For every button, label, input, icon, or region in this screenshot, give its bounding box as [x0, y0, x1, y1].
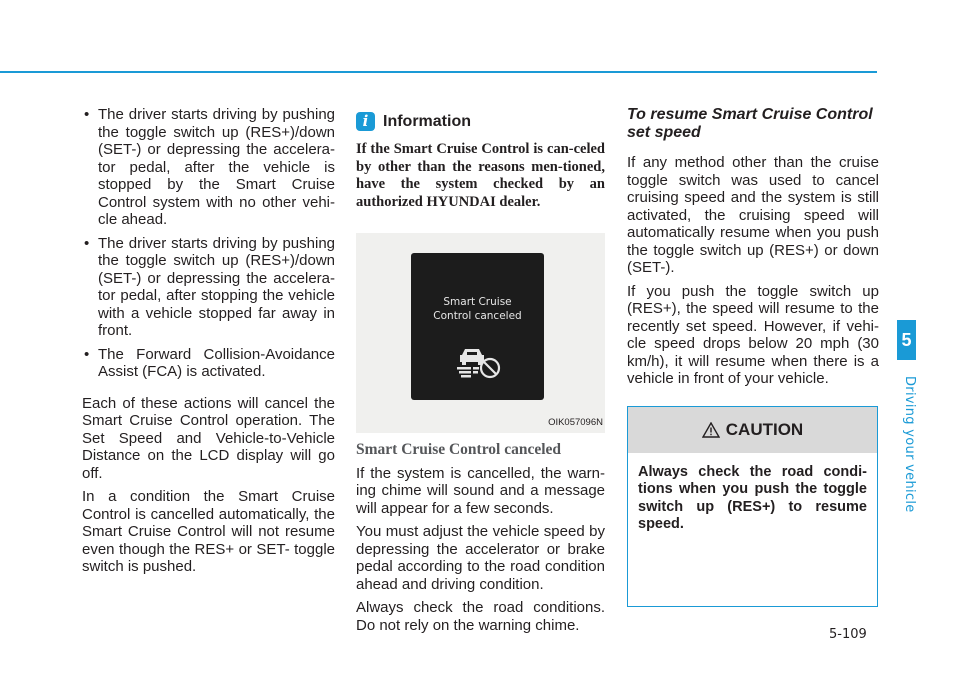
- paragraph: If any method other than the cruise toggle switch was used to cancel cruising speed and the system is still activated, the cruising speed will automatically resume when you push the toggle switch up (RES+) or down (SET-).: [627, 154, 879, 276]
- page-number: 5-109: [829, 627, 867, 642]
- caution-title: CAUTION: [725, 419, 804, 439]
- column-right: [627, 106, 879, 607]
- paragraph: Each of these actions will cancel the Smart Cruise Control operation. The Set Speed and Vehicle-to-Vehicle Distance on the LCD display will go off.: [82, 394, 335, 482]
- section-title: To resume Smart Cruise Control set speed: [627, 106, 873, 141]
- list-item: • The driver starts driving by pushing the toggle switch up (RES+)/down (SET-) or depressing the accelera-tor pedal, after the vehicle is stopped by the Smart Cruise Control system with no other vehi-cle ahead.: [84, 106, 335, 228]
- figure-code: OIK057096N: [548, 416, 603, 428]
- list-item: • The driver starts driving by pushing the toggle switch up (RES+)/down (SET-) or depressing the accelera-tor pedal, after stopping the vehicle with a vehicle stopped far away in front.: [84, 234, 335, 339]
- information-text: If the Smart Cruise Control is can-celed by other than the reasons men-tioned, have the system checked by an authorized HYUNDAI dealer.: [356, 141, 605, 210]
- smart-cruise-canceled-icon: [455, 345, 501, 379]
- paragraph: If you push the toggle switch up (RES+), the speed will resume to the recently set speed. However, if vehi-cle speed drops below 20 mph (30 km/h), it will resume when there is a vehicle in front of your vehicle.: [627, 282, 879, 387]
- cluster-message: Smart Cruise Control canceled: [433, 296, 522, 322]
- list-item: • The Forward Collision-Avoidance Assist (FCA) is activated.: [84, 345, 335, 380]
- paragraph: Always check the road conditions. Do not rely on the warning chime.: [356, 599, 605, 634]
- information-heading: [356, 112, 605, 131]
- chapter-tab: [897, 320, 960, 513]
- cluster-display: [411, 253, 544, 400]
- header-rule: [0, 71, 877, 73]
- information-icon: i: [356, 112, 375, 131]
- warning-triangle-icon: [702, 422, 720, 438]
- paragraph: In a condition the Smart Cruise Control is cancelled automatically, the Smart Cruise Control will not resume even though the RES+ or SET- toggle switch is pushed.: [82, 488, 335, 575]
- paragraph: You must adjust the vehicle speed by depressing the accelerator or brake pedal according to the road condition ahead and driving condition.: [356, 523, 605, 593]
- caution-box: [627, 406, 878, 607]
- chapter-number: 5: [897, 320, 916, 360]
- column-left: [82, 106, 335, 582]
- subheading: Smart Cruise Control canceled: [356, 441, 562, 458]
- chapter-title: Driving your vehicle: [902, 376, 917, 513]
- caution-text: Always check the road condi-tions when you push the toggle switch up (RES+) to resume speed.: [638, 463, 867, 532]
- bullet-list: [82, 106, 335, 381]
- cluster-figure: [356, 233, 605, 433]
- column-middle: [356, 106, 605, 640]
- caution-header: [628, 407, 877, 453]
- information-title: Information: [383, 112, 471, 130]
- paragraph: If the system is cancelled, the warn-ing chime will sound and a message will appear for a few seconds.: [356, 464, 605, 517]
